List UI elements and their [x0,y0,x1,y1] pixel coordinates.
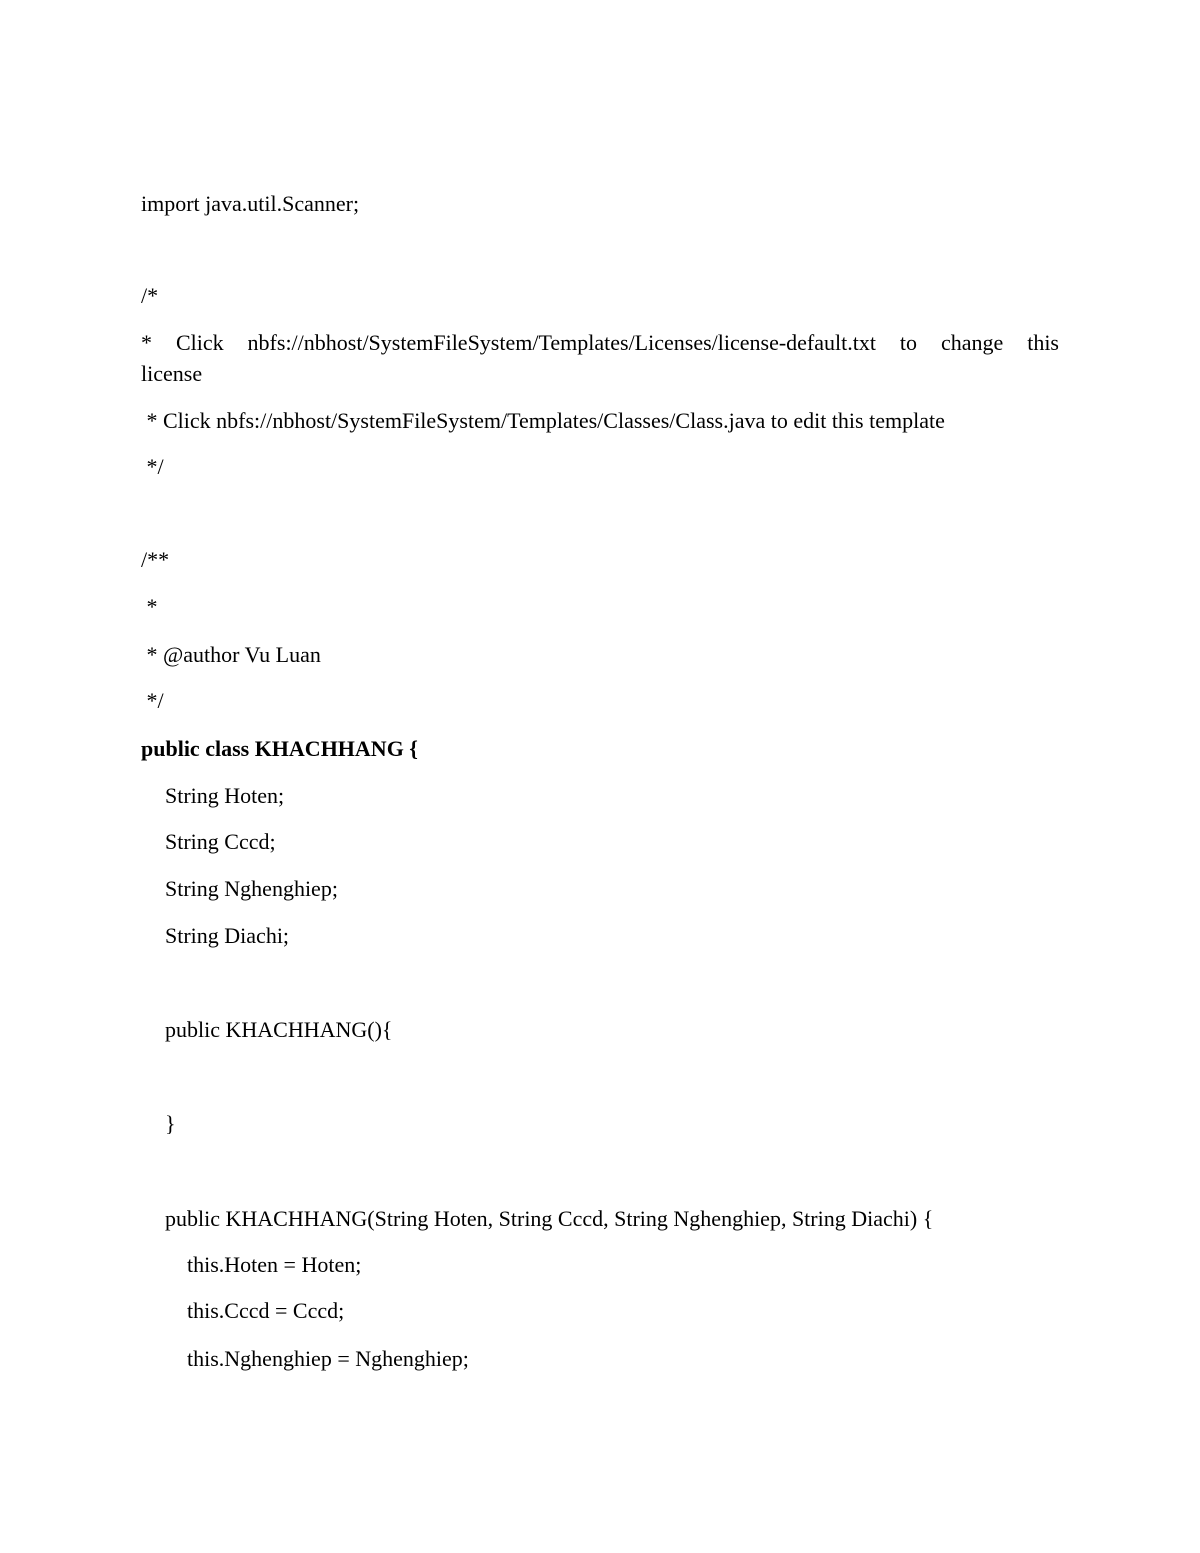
code-line-javadoc-close: */ [141,688,164,713]
code-line-assign-nghenghiep: this.Nghenghiep = Nghenghiep; [187,1346,469,1371]
code-line-assign-cccd: this.Cccd = Cccd; [187,1298,345,1323]
code-line-license-comment: * Click nbfs://nbhost/SystemFileSystem/Templates/Licenses/license-default.txt to change this [141,330,1059,355]
code-line-author: * @author Vu Luan [141,642,321,667]
code-line-field-hoten: String Hoten; [165,783,285,808]
code-line-comment-open: /* [141,283,159,308]
code-line-field-cccd: String Cccd; [165,829,276,854]
code-line-javadoc-star: * [141,594,158,619]
code-line-constructor-close: } [165,1111,176,1136]
code-line-javadoc-open: /** [141,547,170,572]
code-line-field-diachi: String Diachi; [165,923,290,948]
code-line-import: import java.util.Scanner; [141,191,360,216]
code-line-comment-close: */ [141,454,164,479]
code-line-license-wrap: license [141,361,203,386]
code-line-field-nghenghiep: String Nghenghiep; [165,876,338,901]
code-line-class-declaration: public class KHACHHANG { [141,736,418,761]
code-line-assign-hoten: this.Hoten = Hoten; [187,1252,362,1277]
code-line-template-comment: * Click nbfs://nbhost/SystemFileSystem/Templates/Classes/Class.java to edit this template [141,408,945,433]
code-line-full-constructor: public KHACHHANG(String Hoten, String Cccd, String Nghenghiep, String Diachi) { [165,1206,934,1231]
code-line-default-constructor: public KHACHHANG(){ [165,1017,393,1042]
